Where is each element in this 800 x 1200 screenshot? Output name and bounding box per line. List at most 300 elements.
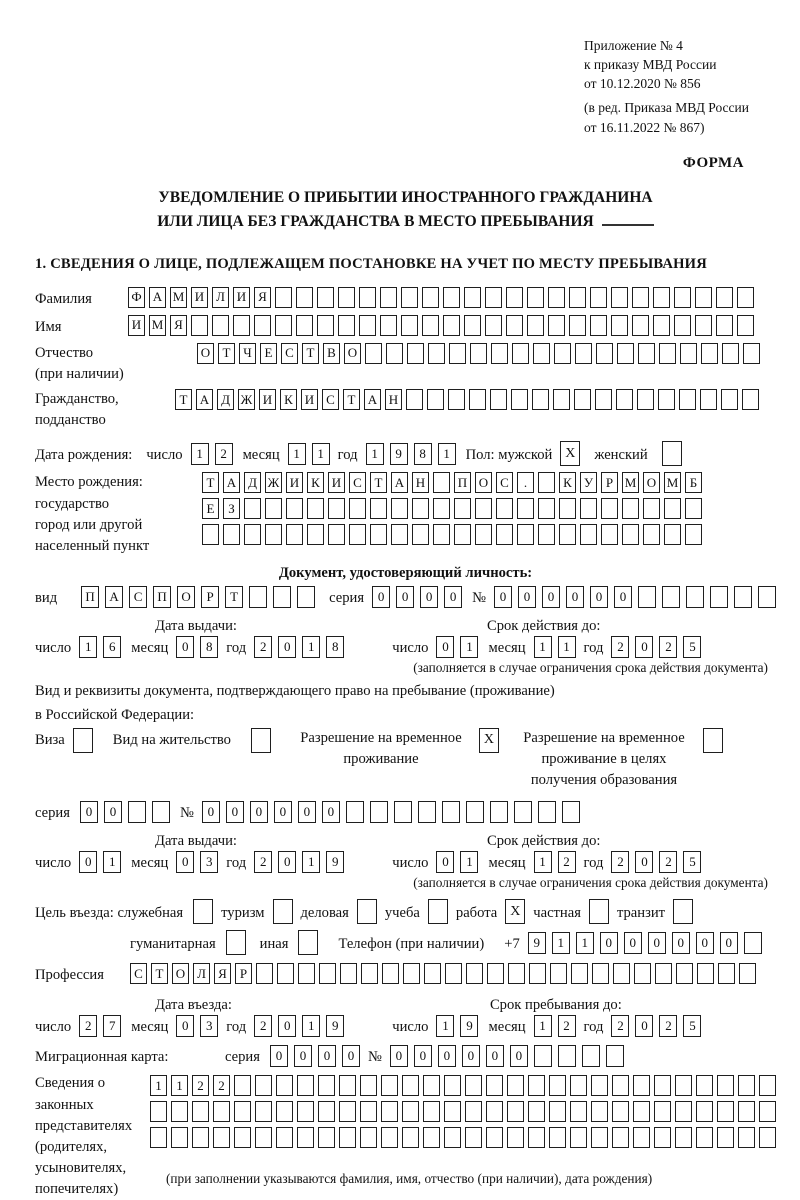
char-box[interactable]: [617, 343, 634, 364]
char-box[interactable]: Р: [201, 586, 219, 608]
residence-permit-checkbox[interactable]: [251, 728, 271, 753]
char-box[interactable]: [685, 524, 702, 545]
char-box[interactable]: 1: [79, 636, 97, 658]
char-box[interactable]: [402, 1101, 419, 1122]
char-box[interactable]: 0: [462, 1045, 480, 1067]
char-box[interactable]: [424, 963, 441, 984]
char-box[interactable]: [361, 963, 378, 984]
char-box[interactable]: 0: [322, 801, 340, 823]
char-box[interactable]: [275, 315, 292, 336]
char-box[interactable]: [496, 498, 513, 519]
char-box[interactable]: 0: [390, 1045, 408, 1067]
char-box[interactable]: [700, 389, 717, 410]
char-box[interactable]: [554, 343, 571, 364]
char-box[interactable]: 0: [444, 586, 462, 608]
char-box[interactable]: [254, 315, 271, 336]
char-box[interactable]: [590, 315, 607, 336]
char-box[interactable]: [490, 389, 507, 410]
char-box[interactable]: [611, 287, 628, 308]
char-box[interactable]: 0: [250, 801, 268, 823]
char-box[interactable]: [307, 498, 324, 519]
char-box[interactable]: 0: [436, 851, 454, 873]
char-box[interactable]: [612, 1127, 629, 1148]
char-box[interactable]: С: [322, 389, 339, 410]
char-box[interactable]: [296, 287, 313, 308]
char-box[interactable]: [418, 801, 436, 823]
char-box[interactable]: [574, 389, 591, 410]
char-box[interactable]: [590, 287, 607, 308]
char-box[interactable]: 2: [558, 1015, 576, 1037]
char-box[interactable]: [213, 1101, 230, 1122]
char-box[interactable]: [338, 315, 355, 336]
char-box[interactable]: [508, 963, 525, 984]
char-box[interactable]: [475, 524, 492, 545]
char-box[interactable]: [527, 287, 544, 308]
char-box[interactable]: [695, 315, 712, 336]
char-box[interactable]: [244, 498, 261, 519]
char-box[interactable]: [444, 1101, 461, 1122]
char-box[interactable]: [679, 389, 696, 410]
char-box[interactable]: [717, 1101, 734, 1122]
purpose-official-checkbox[interactable]: [193, 899, 213, 924]
char-box[interactable]: 0: [614, 586, 632, 608]
char-box[interactable]: [466, 801, 484, 823]
char-box[interactable]: Н: [412, 472, 429, 493]
char-box[interactable]: [721, 389, 738, 410]
char-box[interactable]: О: [643, 472, 660, 493]
char-box[interactable]: Е: [260, 343, 277, 364]
char-box[interactable]: [739, 963, 756, 984]
char-box[interactable]: Т: [225, 586, 243, 608]
purpose-study-checkbox[interactable]: [428, 899, 448, 924]
char-box[interactable]: 2: [79, 1015, 97, 1037]
char-box[interactable]: [654, 1101, 671, 1122]
char-box[interactable]: [191, 315, 208, 336]
char-box[interactable]: 8: [200, 636, 218, 658]
char-box[interactable]: 1: [312, 443, 330, 465]
char-box[interactable]: 0: [372, 586, 390, 608]
char-box[interactable]: 0: [438, 1045, 456, 1067]
char-box[interactable]: 0: [294, 1045, 312, 1067]
char-box[interactable]: [380, 315, 397, 336]
char-box[interactable]: М: [149, 315, 166, 336]
char-box[interactable]: [485, 287, 502, 308]
char-box[interactable]: [328, 524, 345, 545]
char-box[interactable]: [401, 315, 418, 336]
char-box[interactable]: 9: [326, 1015, 344, 1037]
char-box[interactable]: [465, 1127, 482, 1148]
char-box[interactable]: [423, 1075, 440, 1096]
char-box[interactable]: 8: [414, 443, 432, 465]
char-box[interactable]: [464, 315, 481, 336]
char-box[interactable]: 6: [103, 636, 121, 658]
char-box[interactable]: 1: [191, 443, 209, 465]
purpose-private-checkbox[interactable]: [589, 899, 609, 924]
char-box[interactable]: [370, 801, 388, 823]
char-box[interactable]: [637, 389, 654, 410]
char-box[interactable]: 1: [460, 851, 478, 873]
sex-female-checkbox[interactable]: [662, 441, 682, 466]
char-box[interactable]: [276, 1075, 293, 1096]
char-box[interactable]: [171, 1127, 188, 1148]
char-box[interactable]: [582, 1045, 600, 1067]
char-box[interactable]: [233, 315, 250, 336]
char-box[interactable]: 2: [611, 636, 629, 658]
char-box[interactable]: [297, 1075, 314, 1096]
char-box[interactable]: [517, 498, 534, 519]
char-box[interactable]: [297, 586, 315, 608]
char-box[interactable]: 3: [200, 851, 218, 873]
char-box[interactable]: 0: [635, 636, 653, 658]
char-box[interactable]: [591, 1101, 608, 1122]
char-box[interactable]: [654, 1127, 671, 1148]
char-box[interactable]: 0: [342, 1045, 360, 1067]
char-box[interactable]: [339, 1127, 356, 1148]
char-box[interactable]: [695, 287, 712, 308]
char-box[interactable]: 1: [438, 443, 456, 465]
char-box[interactable]: 0: [518, 586, 536, 608]
char-box[interactable]: [514, 801, 532, 823]
char-box[interactable]: 1: [558, 636, 576, 658]
char-box[interactable]: [249, 586, 267, 608]
char-box[interactable]: Т: [302, 343, 319, 364]
char-box[interactable]: [718, 963, 735, 984]
char-box[interactable]: [152, 801, 170, 823]
char-box[interactable]: [592, 963, 609, 984]
char-box[interactable]: [633, 1101, 650, 1122]
char-box[interactable]: 2: [254, 636, 272, 658]
char-box[interactable]: [506, 315, 523, 336]
char-box[interactable]: Т: [175, 389, 192, 410]
char-box[interactable]: [569, 315, 586, 336]
char-box[interactable]: 9: [528, 932, 546, 954]
char-box[interactable]: 8: [326, 636, 344, 658]
char-box[interactable]: [759, 1075, 776, 1096]
char-box[interactable]: [427, 389, 444, 410]
char-box[interactable]: М: [170, 287, 187, 308]
char-box[interactable]: [202, 524, 219, 545]
char-box[interactable]: Я: [214, 963, 231, 984]
char-box[interactable]: П: [153, 586, 171, 608]
char-box[interactable]: 1: [576, 932, 594, 954]
char-box[interactable]: [758, 586, 776, 608]
char-box[interactable]: [696, 1101, 713, 1122]
char-box[interactable]: А: [105, 586, 123, 608]
char-box[interactable]: [443, 287, 460, 308]
char-box[interactable]: 0: [672, 932, 690, 954]
char-box[interactable]: 0: [176, 636, 194, 658]
char-box[interactable]: [601, 524, 618, 545]
purpose-tourism-checkbox[interactable]: [273, 899, 293, 924]
char-box[interactable]: 9: [326, 851, 344, 873]
char-box[interactable]: [580, 524, 597, 545]
char-box[interactable]: 1: [534, 1015, 552, 1037]
char-box[interactable]: [318, 1127, 335, 1148]
char-box[interactable]: [381, 1101, 398, 1122]
char-box[interactable]: [244, 524, 261, 545]
sex-male-checkbox[interactable]: X: [560, 441, 580, 466]
char-box[interactable]: [570, 1101, 587, 1122]
char-box[interactable]: [596, 343, 613, 364]
char-box[interactable]: [339, 1101, 356, 1122]
char-box[interactable]: [611, 315, 628, 336]
char-box[interactable]: [613, 963, 630, 984]
char-box[interactable]: [223, 524, 240, 545]
char-box[interactable]: [406, 389, 423, 410]
char-box[interactable]: [675, 1075, 692, 1096]
char-box[interactable]: [490, 801, 508, 823]
char-box[interactable]: 0: [270, 1045, 288, 1067]
char-box[interactable]: 1: [288, 443, 306, 465]
char-box[interactable]: 1: [150, 1075, 167, 1096]
char-box[interactable]: [549, 1101, 566, 1122]
char-box[interactable]: С: [496, 472, 513, 493]
char-box[interactable]: [734, 586, 752, 608]
char-box[interactable]: [622, 498, 639, 519]
char-box[interactable]: 1: [302, 1015, 320, 1037]
char-box[interactable]: И: [191, 287, 208, 308]
char-box[interactable]: [548, 315, 565, 336]
char-box[interactable]: [759, 1101, 776, 1122]
char-box[interactable]: 0: [590, 586, 608, 608]
char-box[interactable]: 0: [486, 1045, 504, 1067]
char-box[interactable]: 2: [611, 851, 629, 873]
char-box[interactable]: .: [517, 472, 534, 493]
char-box[interactable]: [433, 498, 450, 519]
char-box[interactable]: О: [197, 343, 214, 364]
char-box[interactable]: [591, 1127, 608, 1148]
char-box[interactable]: С: [129, 586, 147, 608]
char-box[interactable]: [655, 963, 672, 984]
char-box[interactable]: 1: [302, 636, 320, 658]
char-box[interactable]: [570, 1127, 587, 1148]
char-box[interactable]: [360, 1075, 377, 1096]
char-box[interactable]: [580, 498, 597, 519]
char-box[interactable]: [401, 287, 418, 308]
char-box[interactable]: [382, 963, 399, 984]
char-box[interactable]: [511, 389, 528, 410]
char-box[interactable]: 0: [80, 801, 98, 823]
char-box[interactable]: [277, 963, 294, 984]
char-box[interactable]: 0: [635, 1015, 653, 1037]
char-box[interactable]: 2: [611, 1015, 629, 1037]
char-box[interactable]: [569, 287, 586, 308]
char-box[interactable]: [465, 1101, 482, 1122]
char-box[interactable]: [486, 1127, 503, 1148]
char-box[interactable]: И: [259, 389, 276, 410]
char-box[interactable]: [653, 287, 670, 308]
char-box[interactable]: [338, 287, 355, 308]
char-box[interactable]: [470, 343, 487, 364]
char-box[interactable]: [674, 287, 691, 308]
char-box[interactable]: 5: [683, 636, 701, 658]
char-box[interactable]: 0: [510, 1045, 528, 1067]
char-box[interactable]: [276, 1101, 293, 1122]
char-box[interactable]: [487, 963, 504, 984]
char-box[interactable]: [559, 498, 576, 519]
char-box[interactable]: 2: [254, 851, 272, 873]
char-box[interactable]: [507, 1075, 524, 1096]
char-box[interactable]: 0: [226, 801, 244, 823]
char-box[interactable]: 0: [648, 932, 666, 954]
char-box[interactable]: 0: [104, 801, 122, 823]
char-box[interactable]: 0: [278, 1015, 296, 1037]
char-box[interactable]: 2: [215, 443, 233, 465]
char-box[interactable]: 2: [254, 1015, 272, 1037]
char-box[interactable]: Т: [370, 472, 387, 493]
char-box[interactable]: [633, 1127, 650, 1148]
char-box[interactable]: 2: [659, 636, 677, 658]
char-box[interactable]: Ч: [239, 343, 256, 364]
char-box[interactable]: 0: [396, 586, 414, 608]
char-box[interactable]: [422, 287, 439, 308]
char-box[interactable]: [506, 287, 523, 308]
char-box[interactable]: [658, 389, 675, 410]
char-box[interactable]: [759, 1127, 776, 1148]
char-box[interactable]: Т: [343, 389, 360, 410]
char-box[interactable]: [265, 498, 282, 519]
char-box[interactable]: [676, 963, 693, 984]
char-box[interactable]: [444, 1075, 461, 1096]
char-box[interactable]: [423, 1127, 440, 1148]
char-box[interactable]: [296, 315, 313, 336]
char-box[interactable]: [591, 1075, 608, 1096]
char-box[interactable]: [256, 963, 273, 984]
char-box[interactable]: [533, 343, 550, 364]
char-box[interactable]: М: [622, 472, 639, 493]
char-box[interactable]: 0: [624, 932, 642, 954]
char-box[interactable]: [496, 524, 513, 545]
char-box[interactable]: Я: [254, 287, 271, 308]
char-box[interactable]: [638, 343, 655, 364]
char-box[interactable]: [381, 1075, 398, 1096]
char-box[interactable]: 0: [414, 1045, 432, 1067]
purpose-transit-checkbox[interactable]: [673, 899, 693, 924]
char-box[interactable]: 0: [635, 851, 653, 873]
char-box[interactable]: [328, 498, 345, 519]
char-box[interactable]: [738, 1075, 755, 1096]
char-box[interactable]: 1: [436, 1015, 454, 1037]
char-box[interactable]: К: [280, 389, 297, 410]
char-box[interactable]: [517, 524, 534, 545]
char-box[interactable]: [370, 524, 387, 545]
char-box[interactable]: [275, 287, 292, 308]
char-box[interactable]: [433, 524, 450, 545]
temp-residence-checkbox[interactable]: X: [479, 728, 499, 753]
char-box[interactable]: [606, 1045, 624, 1067]
char-box[interactable]: [349, 524, 366, 545]
char-box[interactable]: С: [349, 472, 366, 493]
char-box[interactable]: [744, 932, 762, 954]
char-box[interactable]: [643, 524, 660, 545]
char-box[interactable]: [575, 343, 592, 364]
char-box[interactable]: [423, 1101, 440, 1122]
char-box[interactable]: [612, 1101, 629, 1122]
char-box[interactable]: П: [81, 586, 99, 608]
char-box[interactable]: [532, 389, 549, 410]
char-box[interactable]: [319, 963, 336, 984]
char-box[interactable]: [680, 343, 697, 364]
char-box[interactable]: [360, 1101, 377, 1122]
char-box[interactable]: [442, 801, 460, 823]
char-box[interactable]: Ф: [128, 287, 145, 308]
char-box[interactable]: [696, 1127, 713, 1148]
char-box[interactable]: И: [301, 389, 318, 410]
char-box[interactable]: [538, 498, 555, 519]
char-box[interactable]: С: [130, 963, 147, 984]
char-box[interactable]: [297, 1127, 314, 1148]
char-box[interactable]: 1: [171, 1075, 188, 1096]
char-box[interactable]: [412, 498, 429, 519]
char-box[interactable]: [346, 801, 364, 823]
char-box[interactable]: [297, 1101, 314, 1122]
char-box[interactable]: [128, 801, 146, 823]
char-box[interactable]: [659, 343, 676, 364]
char-box[interactable]: 0: [274, 801, 292, 823]
char-box[interactable]: А: [223, 472, 240, 493]
char-box[interactable]: [422, 315, 439, 336]
char-box[interactable]: Ж: [238, 389, 255, 410]
char-box[interactable]: И: [233, 287, 250, 308]
char-box[interactable]: [265, 524, 282, 545]
char-box[interactable]: А: [391, 472, 408, 493]
char-box[interactable]: [696, 1075, 713, 1096]
char-box[interactable]: [662, 586, 680, 608]
char-box[interactable]: [386, 343, 403, 364]
char-box[interactable]: Д: [217, 389, 234, 410]
char-box[interactable]: [722, 343, 739, 364]
char-box[interactable]: [412, 524, 429, 545]
char-box[interactable]: И: [286, 472, 303, 493]
char-box[interactable]: [622, 524, 639, 545]
char-box[interactable]: [737, 315, 754, 336]
char-box[interactable]: К: [307, 472, 324, 493]
char-box[interactable]: [380, 287, 397, 308]
char-box[interactable]: [638, 586, 656, 608]
char-box[interactable]: 0: [176, 851, 194, 873]
char-box[interactable]: 9: [390, 443, 408, 465]
char-box[interactable]: [486, 1075, 503, 1096]
char-box[interactable]: [448, 389, 465, 410]
char-box[interactable]: [454, 524, 471, 545]
purpose-humanitarian-checkbox[interactable]: [226, 930, 246, 955]
char-box[interactable]: [738, 1127, 755, 1148]
char-box[interactable]: [512, 343, 529, 364]
char-box[interactable]: 1: [552, 932, 570, 954]
char-box[interactable]: [674, 315, 691, 336]
char-box[interactable]: [716, 287, 733, 308]
char-box[interactable]: [528, 1075, 545, 1096]
char-box[interactable]: 0: [318, 1045, 336, 1067]
char-box[interactable]: [360, 1127, 377, 1148]
char-box[interactable]: [212, 315, 229, 336]
char-box[interactable]: 0: [202, 801, 220, 823]
char-box[interactable]: [255, 1127, 272, 1148]
char-box[interactable]: [675, 1127, 692, 1148]
visa-checkbox[interactable]: [73, 728, 93, 753]
char-box[interactable]: [276, 1127, 293, 1148]
char-box[interactable]: [529, 963, 546, 984]
char-box[interactable]: [454, 498, 471, 519]
char-box[interactable]: О: [475, 472, 492, 493]
char-box[interactable]: 0: [436, 636, 454, 658]
char-box[interactable]: [381, 1127, 398, 1148]
char-box[interactable]: [507, 1127, 524, 1148]
char-box[interactable]: [192, 1127, 209, 1148]
char-box[interactable]: [317, 287, 334, 308]
char-box[interactable]: [475, 498, 492, 519]
char-box[interactable]: [528, 1101, 545, 1122]
